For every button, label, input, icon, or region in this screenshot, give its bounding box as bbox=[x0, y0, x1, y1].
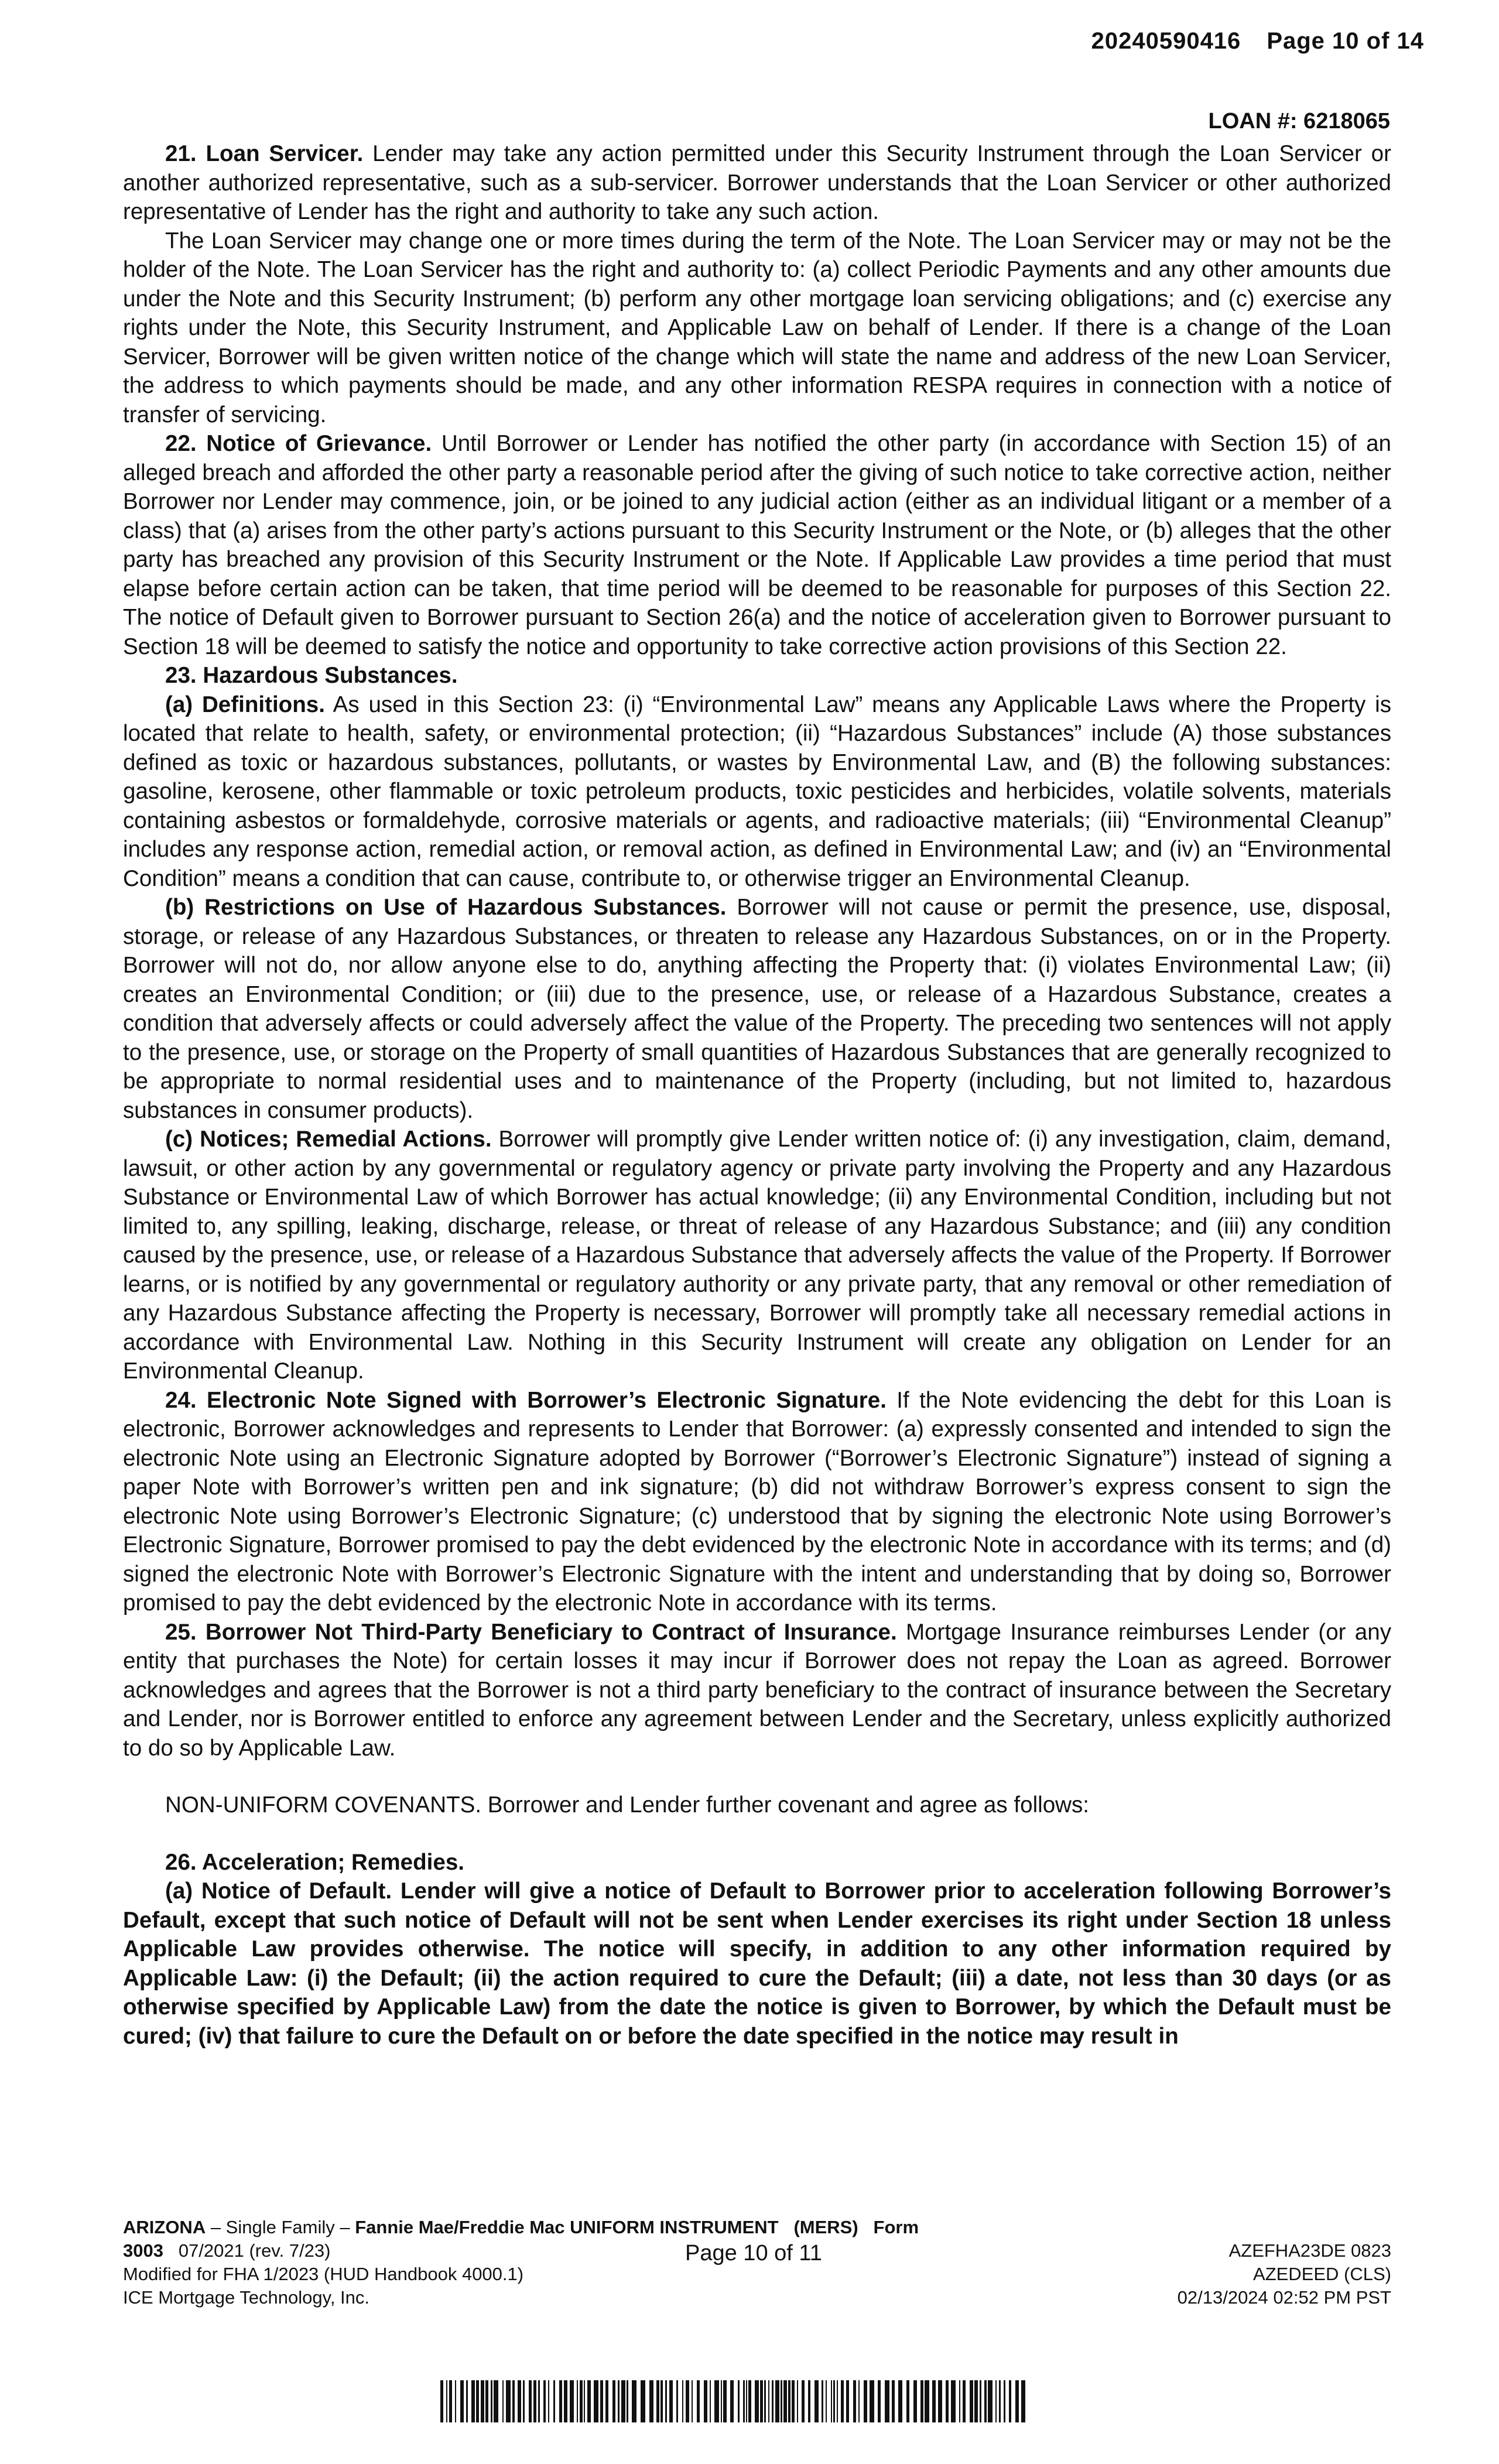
recording-number: 20240590416 bbox=[1091, 28, 1241, 54]
form-name: Fannie Mae/Freddie Mac UNIFORM INSTRUMENT bbox=[355, 2217, 779, 2237]
section-26a-paragraph: (a) Notice of Default. Lender will give a notice of Default to Borrower prior to acceleration following Borrower’s Default, except that such notice of Default will not be sent when Lender exercises its right under Section 18 unless Applicable Law provides otherwise. The notice will specify, in addition to any other information required by Applicable Law: (i) the Default; (ii) the action required to cure the Default; (iii) a date, not less than 30 days (or as otherwise specified by Applicable Law) from the date the notice is given to Borrower, by which the Default must be cured; (iv) that failure to cure the Default on or before the date specified in the notice may result in bbox=[123, 1878, 1391, 2049]
section-21-title: 21. Loan Servicer. bbox=[165, 141, 364, 166]
form-number: Form 3003 bbox=[123, 2217, 919, 2261]
barcode-icon bbox=[440, 2380, 1026, 2422]
section-21-paragraph: 21. Loan Servicer. Lender may take any action permitted under this Security Instrument through the Loan Servicer or another authorized representative, such as a sub-servicer. Borrower understands that the Loan Servicer or other authorized representative of Lender has the right and authority to take any such action. bbox=[123, 141, 1391, 224]
form-codes bbox=[1178, 2216, 1391, 2309]
section-23-title: 23. Hazardous Substances. bbox=[165, 663, 458, 688]
form-code-1: AZEFHA23DE 0823 bbox=[1228, 2240, 1391, 2261]
section-24-title: 24. Electronic Note Signed with Borrower’s Electronic Signature. bbox=[165, 1387, 887, 1413]
form-timestamp: 02/13/2024 02:52 PM PST bbox=[1177, 2287, 1391, 2308]
recording-page: Page 10 of 14 bbox=[1267, 28, 1424, 54]
section-23a-paragraph: (a) Definitions. As used in this Section 23: (i) “Environmental Law” means any Applicable Laws where the Property is located that relate to health, safety, or environmental protection; (ii) “Hazardous Substances” include (A) those substances defined as toxic or hazardous substances, pollutants, or wastes by Environmental Law, and (B) the following substances: gasoline, kerosene, other flammable or toxic petroleum products, toxic pesticides and herbicides, volatile solvents, materials containing asbestos or formaldehyde, corrosive materials or agents, and radioactive materials; (iii) “Environmental Cleanup” includes any response action, remedial action, or removal action, as defined in Environmental Law; and (iv) an “Environmental Condition” means a condition that can cause, contribute to, or otherwise trigger an Environmental Cleanup. bbox=[123, 692, 1392, 891]
section-25-paragraph: 25. Borrower Not Third-Party Beneficiary to Contract of Insurance. Mortgage Insurance reimburses Lender (or any entity that purchases the Note) for certain losses it may incur if Borrower does not repay the Loan as agreed. Borrower acknowledges and agrees that the Borrower is not a third party beneficiary to the contract of insurance between the Secretary and Lender, nor is Borrower entitled to enforce any agreement between Lender and the Secretary, unless explicitly authorized to do so by Applicable Law. bbox=[123, 1619, 1391, 1761]
form-date: 07/2021 (rev. 7/23) bbox=[178, 2240, 331, 2261]
recording-header bbox=[1091, 28, 1424, 54]
form-identification: ARIZONA – Single Family – Fannie Mae/Freddie Mac UNIFORM INSTRUMENT (MERS) Form 3003 07/2021 (rev. 7/23) bbox=[123, 2217, 919, 2261]
document-body bbox=[123, 139, 1391, 2051]
form-state: ARIZONA bbox=[123, 2217, 206, 2237]
section-23b-paragraph: (b) Restrictions on Use of Hazardous Substances. Borrower will not cause or permit the presence, use, disposal, storage, or release of any Hazardous Substances, or threaten to release any Hazardous Substances, on or in the Property. Borrower will not do, nor allow anyone else to do, anything affecting the Property that: (i) violates Environmental Law; (ii) creates an Environmental Condition; or (iii) due to the presence, use, or release of a Hazardous Substance, creates a condition that adversely affects or could adversely affect the value of the Property. The preceding two sentences will not apply to the presence, use, or storage on the Property of small quantities of Hazardous Substances that are generally recognized to be appropriate to normal residential uses and to maintenance of the Property (including, but not limited to, hazardous substances in consumer products). bbox=[123, 895, 1391, 1123]
section-21-paragraph-2: The Loan Servicer may change one or more times during the term of the Note. The Loan Servicer may or may not be the holder of the Note. The Loan Servicer has the right and authority to: (a) collect Periodic Payments and any other amounts due under the Note and this Security Instrument; (b) perform any other mortgage loan servicing obligations; and (c) exercise any rights under the Note, this Security Instrument, and Applicable Law on behalf of Lender. If there is a change of the Loan Servicer, Borrower will be given written notice of the change which will state the name and address of the new Loan Servicer, the address to which payments should be made, and any other information RESPA requires in connection with a notice of transfer of servicing. bbox=[123, 228, 1391, 427]
non-uniform-covenants: NON-UNIFORM COVENANTS. Borrower and Lender further covenant and agree as follows: bbox=[165, 1792, 1090, 1818]
section-23c-paragraph: (c) Notices; Remedial Actions. Borrower will promptly give Lender written notice of: (i) any investigation, claim, demand, lawsuit, or other action by any governmental or regulatory agency or private party involving the Property and any Hazardous Substance or Environmental Law of which Borrower has actual knowledge; (ii) any Environmental Condition, including but not limited to, any spilling, leaking, discharge, release, or threat of release of any Hazardous Substance; and (iii) any condition caused by the presence, use, or release of a Hazardous Substance that adversely affects the value of the Property. If Borrower learns, or is notified by any governmental or regulatory authority or any private party, that any removal or other remediation of any Hazardous Substance affecting the Property is necessary, Borrower will promptly take all necessary remedial actions in accordance with Environmental Law. Nothing in this Security Instrument will create any obligation on Lender for an Environmental Cleanup. bbox=[123, 1127, 1391, 1384]
form-modified: Modified for FHA 1/2023 (HUD Handbook 4000.1) bbox=[123, 2264, 524, 2284]
section-23b-title: (b) Restrictions on Use of Hazardous Substances. bbox=[165, 895, 727, 920]
form-code-2: AZEDEED (CLS) bbox=[1253, 2264, 1391, 2284]
section-22-paragraph: 22. Notice of Grievance. Until Borrower or Lender has notified the other party (in accordance with Section 15) of an alleged breach and afforded the other party a reasonable period after the giving of such notice to take corrective action, neither Borrower nor Lender may commence, join, or be joined to any judicial action (either as an individual litigant or a member of a class) that (a) arises from the other party’s actions pursuant to this Security Instrument or the Note, or (b) alleges that the other party has breached any provision of this Security Instrument or the Note. If Applicable Law provides a time period that must elapse before certain action can be taken, that time period will be deemed to be reasonable for purposes of this Section 22. The notice of Default given to Borrower pursuant to Section 26(a) and the notice of acceleration given to Borrower pursuant to Section 18 will be deemed to satisfy the notice and opportunity to take corrective action provisions of this Section 22. bbox=[123, 431, 1391, 659]
form-page-number: Page 10 of 11 bbox=[685, 2241, 822, 2265]
form-vendor: ICE Mortgage Technology, Inc. bbox=[123, 2287, 370, 2308]
section-23a-title: (a) Definitions. bbox=[165, 692, 325, 717]
section-24-paragraph: 24. Electronic Note Signed with Borrower’s Electronic Signature. If the Note evidencing the debt for this Loan is electronic, Borrower acknowledges and represents to Lender that Borrower: (a) expressly consented and intended to sign the electronic Note using an Electronic Signature adopted by Borrower (“Borrower’s Electronic Signature”) instead of signing a paper Note with Borrower’s written pen and ink signature; (b) did not withdraw Borrower’s express consent to sign the electronic Note using Borrower’s Electronic Signature; (c) understood that by signing the electronic Note using Borrower’s Electronic Signature, Borrower promised to pay the debt evidenced by the electronic Note in accordance with its terms; and (d) signed the electronic Note with Borrower’s Electronic Signature with the intent and understanding that by doing so, Borrower promised to pay the debt evidenced by the electronic Note in accordance with its terms. bbox=[123, 1387, 1391, 1616]
section-26-title: 26. Acceleration; Remedies. bbox=[165, 1849, 465, 1875]
loan-number: LOAN #: 6218065 bbox=[1208, 109, 1390, 134]
section-23c-title: (c) Notices; Remedial Actions. bbox=[165, 1127, 492, 1152]
section-22-title: 22. Notice of Grievance. bbox=[165, 431, 432, 456]
section-25-title: 25. Borrower Not Third-Party Beneficiary to Contract of Insurance. bbox=[165, 1619, 897, 1645]
form-mers: (MERS) bbox=[793, 2217, 858, 2237]
